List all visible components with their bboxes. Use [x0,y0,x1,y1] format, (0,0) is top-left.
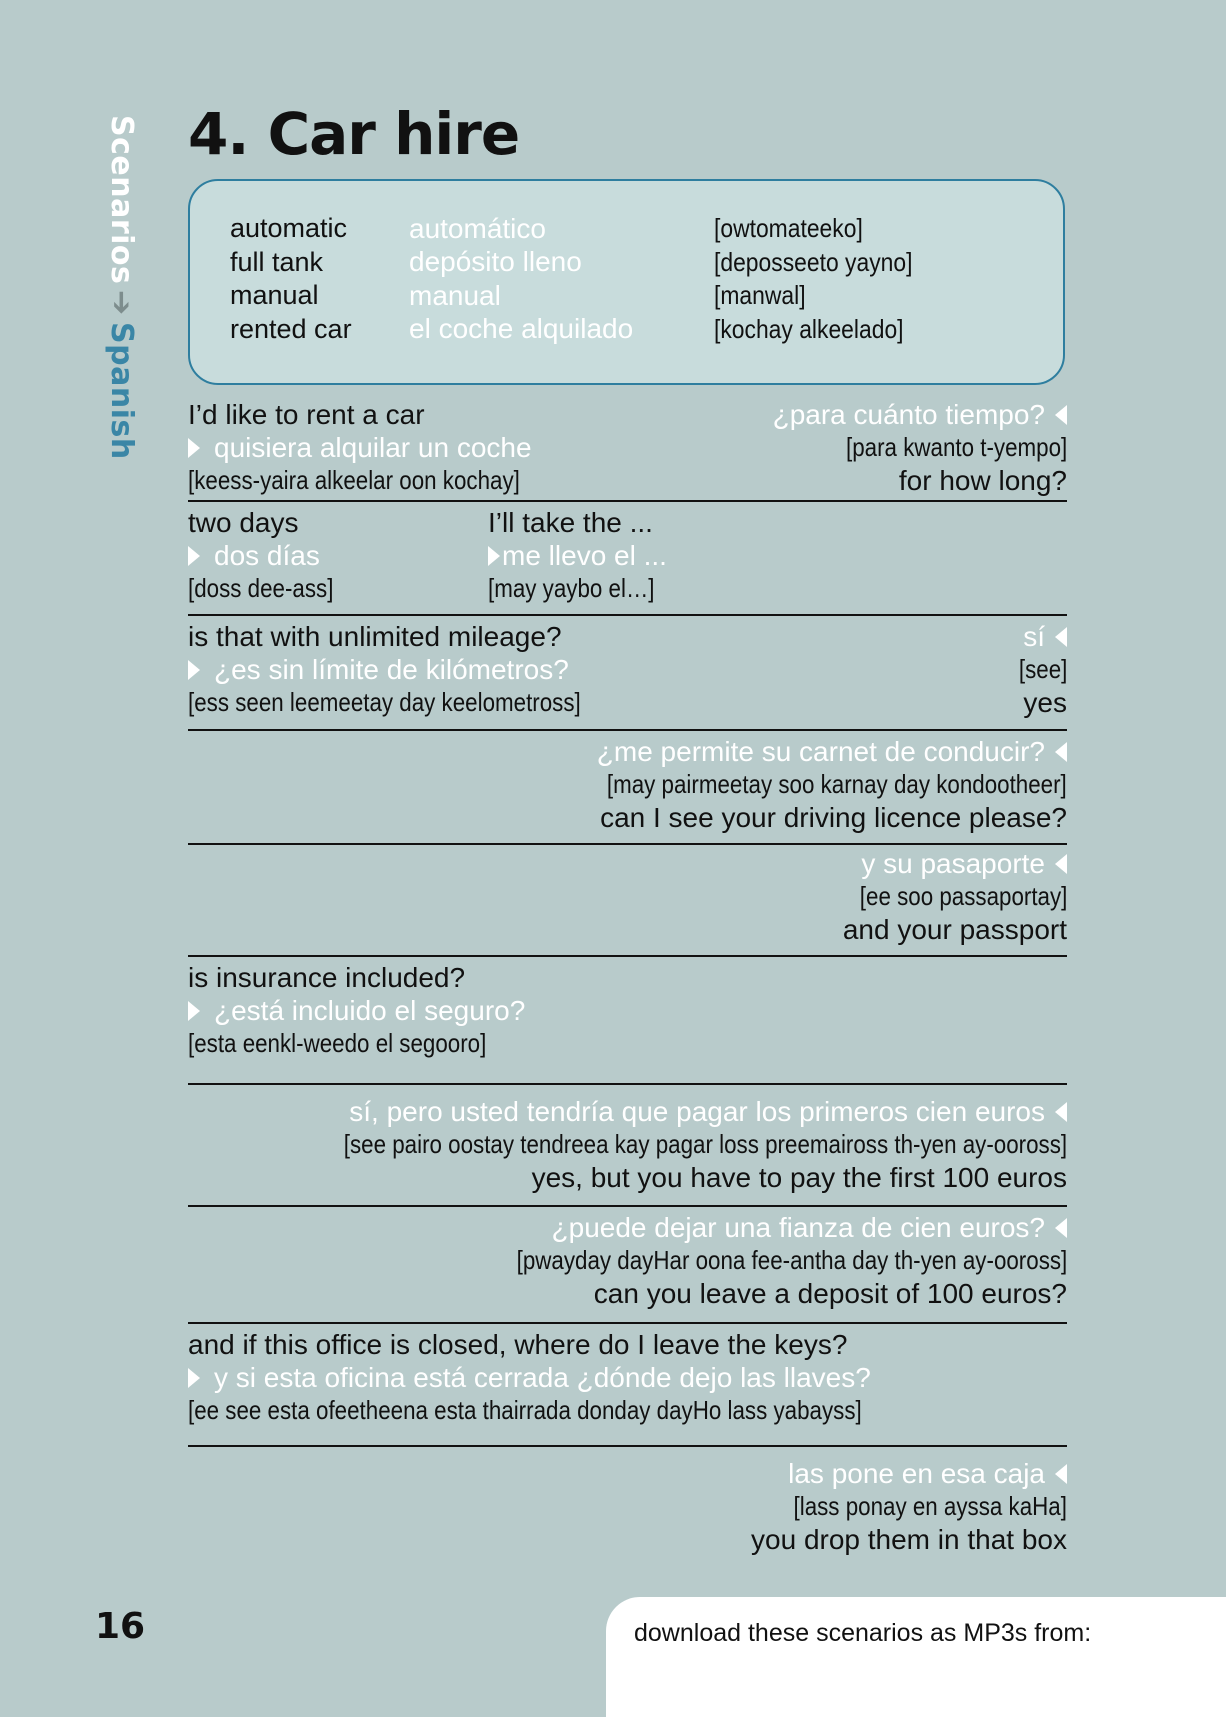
pronunciation-line: [para kwanto t-yempo] [845,432,1067,462]
vocab-row [230,246,1063,280]
pronunciation-line: [may yaybo el…] [488,573,655,603]
dialogue-block [188,1324,1067,1447]
arrow-icon: ➔ [104,290,139,317]
pronunciation-line: [keess-yaira alkeelar oon kochay] [188,465,520,495]
vocab-english: manual [230,280,319,311]
vocab-english: rented car [230,313,352,344]
english-line: is insurance included? [188,962,466,993]
english-line: and if this office is closed, where do I leave the keys? [188,1329,848,1360]
pronunciation-line: [ess seen leemeetay day keelometross] [188,687,581,717]
speaker-customer [188,398,574,500]
spanish-line: ¿me permite su carnet de conducir? [596,736,1045,767]
spanish-line: sí, pero usted tendría que pagar los primeros cien euros [349,1096,1045,1127]
vocab-pronunciation: [manwal] [714,280,806,311]
english-line: for how long? [898,465,1067,496]
speaker-customer [188,620,645,729]
spanish-line: dos días [214,540,320,571]
speaker-arrow-icon [188,660,200,680]
page-number: 16 [95,1606,146,1647]
speaker-arrow-icon [1055,1464,1067,1484]
sidebar-section-label [104,115,139,460]
speaker-customer [488,506,682,614]
pronunciation-line: [lass ponay en ayssa kaHa] [793,1491,1067,1521]
page-title: 4. Car hire [188,100,520,168]
speaker-arrow-icon [188,1001,200,1021]
dialogue-block [188,1207,1067,1324]
speaker-arrow-icon [1055,627,1067,647]
vocab-english: full tank [230,246,324,277]
english-line: two days [188,507,299,538]
vocab-row [230,313,1063,347]
dialogue-block [188,845,1067,957]
speaker-agent [1011,620,1067,729]
speaker-arrow-icon [188,438,200,458]
vocabulary-box [188,179,1065,385]
dialogue-block [188,398,1067,502]
english-line: yes, but you have to pay the first 100 euros [531,1162,1067,1193]
vocab-pronunciation: [kochay alkeelado] [714,313,904,344]
vocab-pronunciation: [deposseeto yayno] [714,246,913,277]
dialogue-block [188,957,1067,1085]
vocab-row [230,212,1063,246]
footer-download-text: download these scenarios as MP3s from: [634,1619,1092,1647]
english-line: you drop them in that box [751,1524,1067,1555]
dialogue-block [188,616,1067,731]
pronunciation-line: [doss dee-ass] [188,573,334,603]
sidebar-scenarios-text: Scenarios [104,115,139,285]
pronunciation-line: [esta eenkl-weedo el segooro] [188,1028,487,1058]
dialogue-block [188,502,1067,616]
speaker-arrow-icon [188,1368,200,1388]
vocab-pronunciation: [owtomateeko] [714,213,863,244]
pronunciation-line: [see] [1018,654,1067,684]
spanish-line: me llevo el ... [502,540,667,571]
speaker-arrow-icon [1055,1102,1067,1122]
pronunciation-line: [may pairmeetay soo karnay day kondootheer] [607,769,1067,799]
vocab-row [230,279,1063,313]
pronunciation-line: [ee see esta ofeetheena esta thairrada donday dayHo lass yabayss] [188,1395,862,1425]
spanish-line: quisiera alquilar un coche [214,432,532,463]
pronunciation-line: [see pairo oostay tendreea kay pagar loss preemaiross th-yen ay-ooross] [343,1129,1067,1159]
vocab-spanish: automático [409,212,546,244]
spanish-line: ¿está incluido el seguro? [214,995,526,1026]
english-line: can I see your driving licence please? [600,802,1067,833]
dialogue [188,398,1067,1556]
speaker-agent [773,398,1067,500]
pronunciation-line: [ee soo passaportay] [859,881,1067,911]
english-line: yes [1023,687,1067,718]
speaker-arrow-icon [1055,742,1067,762]
spanish-line: ¿puede dejar una fianza de cien euros? [551,1212,1045,1243]
pronunciation-line: [pwayday dayHar oona fee-antha day th-yen ay-ooross] [516,1245,1067,1275]
spanish-line: y si esta oficina está cerrada ¿dónde dejo las llaves? [214,1362,871,1393]
spanish-line: y su pasaporte [861,848,1045,879]
english-line: I’d like to rent a car [188,399,425,430]
english-line: can you leave a deposit of 100 euros? [593,1278,1067,1309]
spanish-line: ¿para cuánto tiempo? [772,399,1045,430]
speaker-arrow-icon [188,546,200,566]
vocab-spanish: depósito lleno [409,246,582,278]
spanish-line: ¿es sin límite de kilómetros? [214,654,569,685]
english-line: is that with unlimited mileage? [188,621,562,652]
vocab-spanish: el coche alquilado [409,313,634,345]
spanish-line: sí [1023,621,1045,652]
dialogue-block [188,1085,1067,1207]
english-line: and your passport [842,914,1067,945]
speaker-arrow-icon [1055,405,1067,425]
sidebar-language-text: Spanish [104,322,139,460]
footer-banner [606,1597,1226,1717]
dialogue-block [188,1447,1067,1556]
vocab-english: automatic [230,213,348,244]
vocab-spanish: manual [409,279,501,311]
dialogue-block [188,731,1067,845]
speaker-customer [188,506,488,614]
english-line: I’ll take the ... [488,507,653,538]
spanish-line: las pone en esa caja [788,1458,1045,1489]
speaker-arrow-icon [488,546,500,566]
speaker-arrow-icon [1055,854,1067,874]
speaker-arrow-icon [1055,1218,1067,1238]
